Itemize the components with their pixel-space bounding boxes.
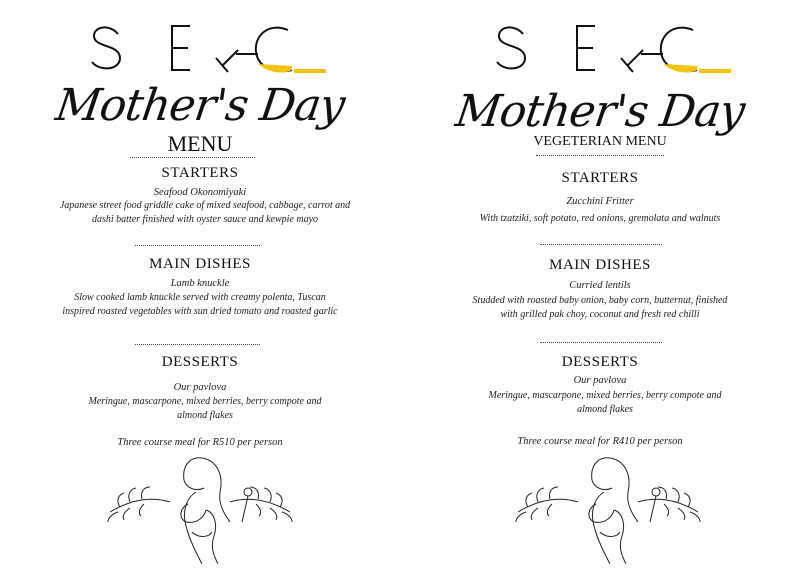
starters-title: STARTERS: [161, 165, 239, 181]
dessert-dish-description: Meringue, mascarpone, mixed berries, berry compote and almond flakes: [488, 390, 722, 415]
divider: [135, 344, 260, 345]
divider: [540, 244, 662, 245]
menu-card-standard: [0, 0, 400, 564]
divider: [536, 155, 664, 156]
mother-child-illustration: [100, 452, 300, 568]
divider: [540, 342, 662, 343]
dessert-dish-name: Our pavlova: [573, 375, 627, 386]
starter-dish-name: Zucchini Fritter: [566, 196, 634, 207]
dessert-dish-name: Our pavlova: [173, 382, 227, 393]
dessert-dish-description: Meringue, mascarpone, mixed berries, berry compote and almond flakes: [88, 396, 322, 421]
starter-dish-description: Japanese street food griddle cake of mixed seafood, cabbage, carrot and dashi batter finished with oyster sauce and kewpie mayo: [59, 200, 351, 225]
main-dishes-title: MAIN DISHES: [549, 257, 651, 273]
starter-dish-name: Seafood Okonomiyaki: [153, 187, 247, 198]
desserts-title: DESSERTS: [561, 354, 639, 370]
divider: [130, 157, 255, 158]
main-dish-description: Slow cooked lamb knuckle served with creamy polenta, Tuscan inspired roasted vegetables with sun dried tomato and roasted garlic: [62, 292, 338, 317]
mothers-day-title: Mother's Day: [52, 80, 348, 131]
starter-dish-description: With tzatziki, soft potato, red onions, gremolata and walnuts: [479, 213, 721, 224]
mothers-day-title: Mother's Day: [452, 86, 748, 137]
main-dish-description: Studded with roasted baby onion, baby corn, butternut, finished with grilled pak choy, coconut and fresh red chilli: [472, 295, 728, 320]
divider: [135, 245, 260, 246]
main-dishes-title: MAIN DISHES: [149, 256, 251, 272]
price-line: Three course meal for R410 per person: [517, 436, 683, 447]
main-dish-name: Curried lentils: [569, 280, 631, 291]
sec-logo: [88, 14, 338, 84]
menu-heading: VEGETERIAN MENU: [533, 134, 667, 149]
starters-title: STARTERS: [561, 170, 639, 186]
mother-child-illustration: [508, 452, 708, 568]
price-line: Three course meal for R510 per person: [117, 437, 283, 448]
desserts-title: DESSERTS: [161, 354, 239, 370]
menu-heading: MENU: [167, 131, 233, 156]
sec-logo: [493, 14, 743, 84]
menu-card-vegetarian: [400, 0, 800, 564]
main-dish-name: Lamb knuckle: [170, 278, 230, 289]
